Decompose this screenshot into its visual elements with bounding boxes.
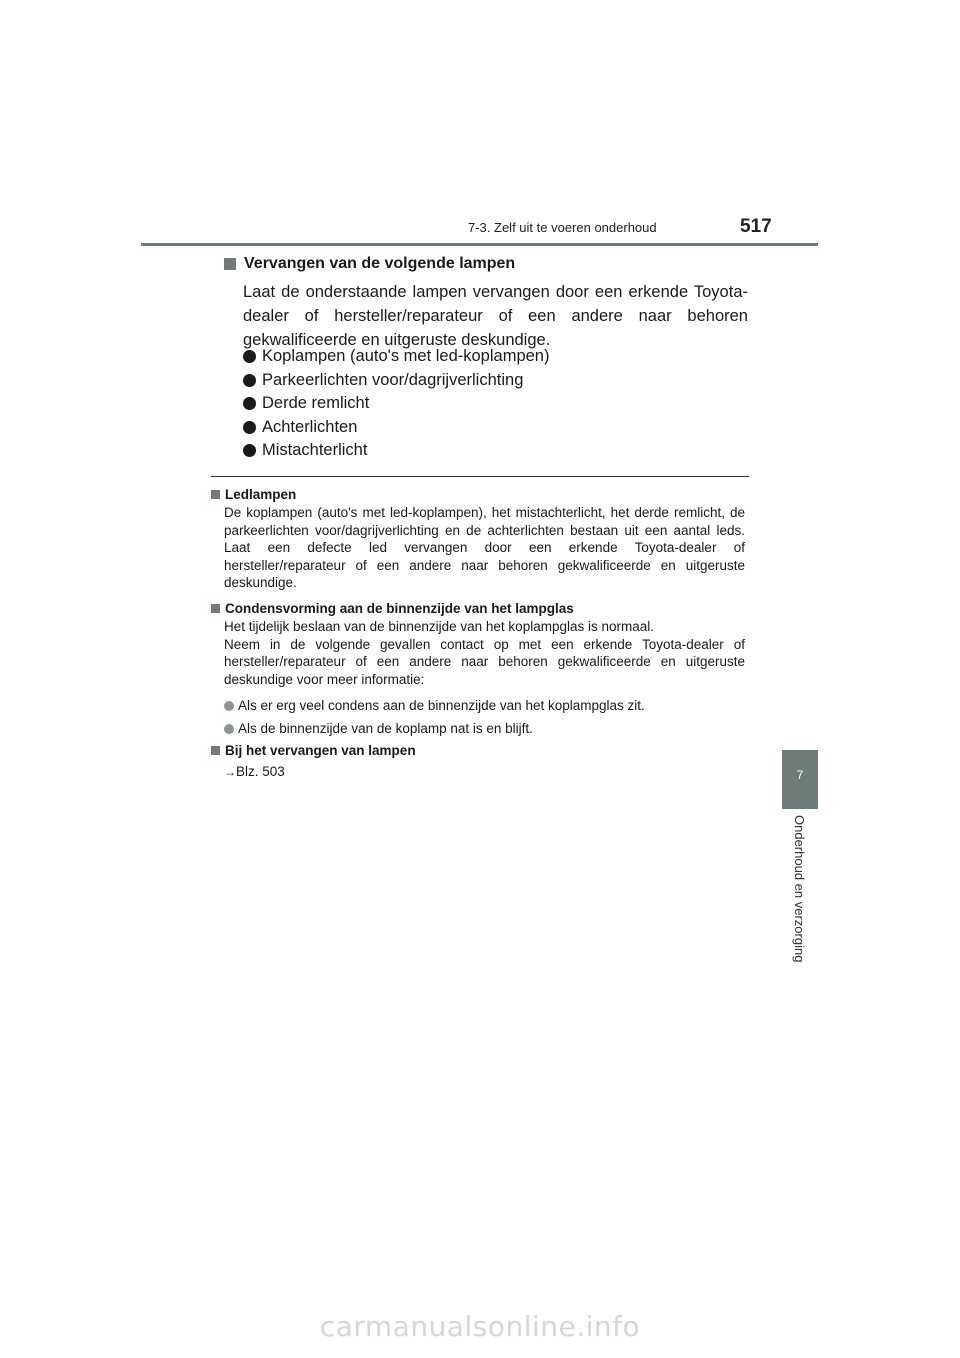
- list-item: Koplampen (auto's met led-koplampen): [243, 345, 549, 369]
- page-reference-text: Blz. 503: [236, 764, 285, 779]
- condens-list: [224, 694, 751, 740]
- list-item: Als de binnenzijde van de koplamp nat is en blijft.: [224, 717, 751, 740]
- note-body-line: Neem in de volgende gevallen contact op met een erkende Toyota-dealer of hersteller/reparateur of een andere naar behoren gekwalificeerde en uitgeruste deskundige voor meer informatie:: [224, 636, 745, 687]
- arrow-right-icon: →: [224, 765, 236, 779]
- list-item: Als er erg veel condens aan de binnenzijde van het koplampglas zit.: [224, 694, 751, 717]
- bullet-dot-icon: [243, 421, 256, 434]
- square-bullet-icon: [224, 258, 236, 270]
- bullet-dot-icon: [243, 397, 256, 410]
- list-item: Mistachterlicht: [243, 439, 549, 463]
- header-rule: [141, 243, 818, 246]
- bullet-dot-icon: [224, 701, 234, 711]
- watermark: carmanualsonline.info: [319, 1310, 641, 1343]
- main-paragraph: Laat de onderstaande lampen vervangen door een erkende Toyota-dealer of hersteller/reparateur of een andere naar behoren gekwalificeerde en uitgeruste deskundige.: [243, 283, 748, 349]
- note-body: [224, 618, 745, 688]
- bullet-dot-icon: [243, 444, 256, 457]
- note-title: Condensvorming aan de binnenzijde van het lampglas: [211, 598, 751, 618]
- chapter-tab-label: Onderhoud en verzorging: [792, 815, 807, 963]
- note-body-line: Het tijdelijk beslaan van de binnenzijde van het koplampglas is normaal.: [224, 619, 655, 634]
- bullet-dot-icon: [243, 374, 256, 387]
- square-bullet-icon: [211, 604, 220, 613]
- note-vervangen: [211, 740, 751, 782]
- list-item: Parkeerlichten voor/dagrijverlichting: [243, 369, 549, 393]
- chapter-tab: [782, 815, 818, 985]
- note-condensvorming: [211, 598, 751, 740]
- page-reference[interactable]: [224, 763, 745, 782]
- list-item: Achterlichten: [243, 416, 549, 440]
- note-ledlampen: [211, 484, 751, 592]
- header-section-title: 7-3. Zelf uit te voeren onderhoud: [468, 220, 657, 235]
- page-number: 517: [740, 216, 772, 237]
- bullet-dot-icon: [243, 350, 256, 363]
- chapter-tab-number: 7: [782, 750, 818, 809]
- note-title: Ledlampen: [211, 484, 751, 504]
- bullet-dot-icon: [224, 724, 234, 734]
- section-heading-text: Vervangen van de volgende lampen: [244, 255, 516, 272]
- section-divider: [211, 476, 749, 477]
- list-item: Derde remlicht: [243, 392, 549, 416]
- square-bullet-icon: [211, 746, 220, 755]
- note-title: Bij het vervangen van lampen: [211, 740, 751, 760]
- lamp-list: [243, 345, 549, 463]
- section-heading: [224, 255, 515, 273]
- square-bullet-icon: [211, 490, 220, 499]
- note-body: De koplampen (auto's met led-koplampen), het mistachterlicht, het derde remlicht, de parkeerlichten voor/dagrijverlichting en de achterlichten bestaan uit een aantal leds. Laat een defecte led vervangen door een erkende Toyota-dealer of hersteller/reparateur of een andere naar behoren gekwalificeerde en uitgeruste deskundige.: [224, 505, 745, 590]
